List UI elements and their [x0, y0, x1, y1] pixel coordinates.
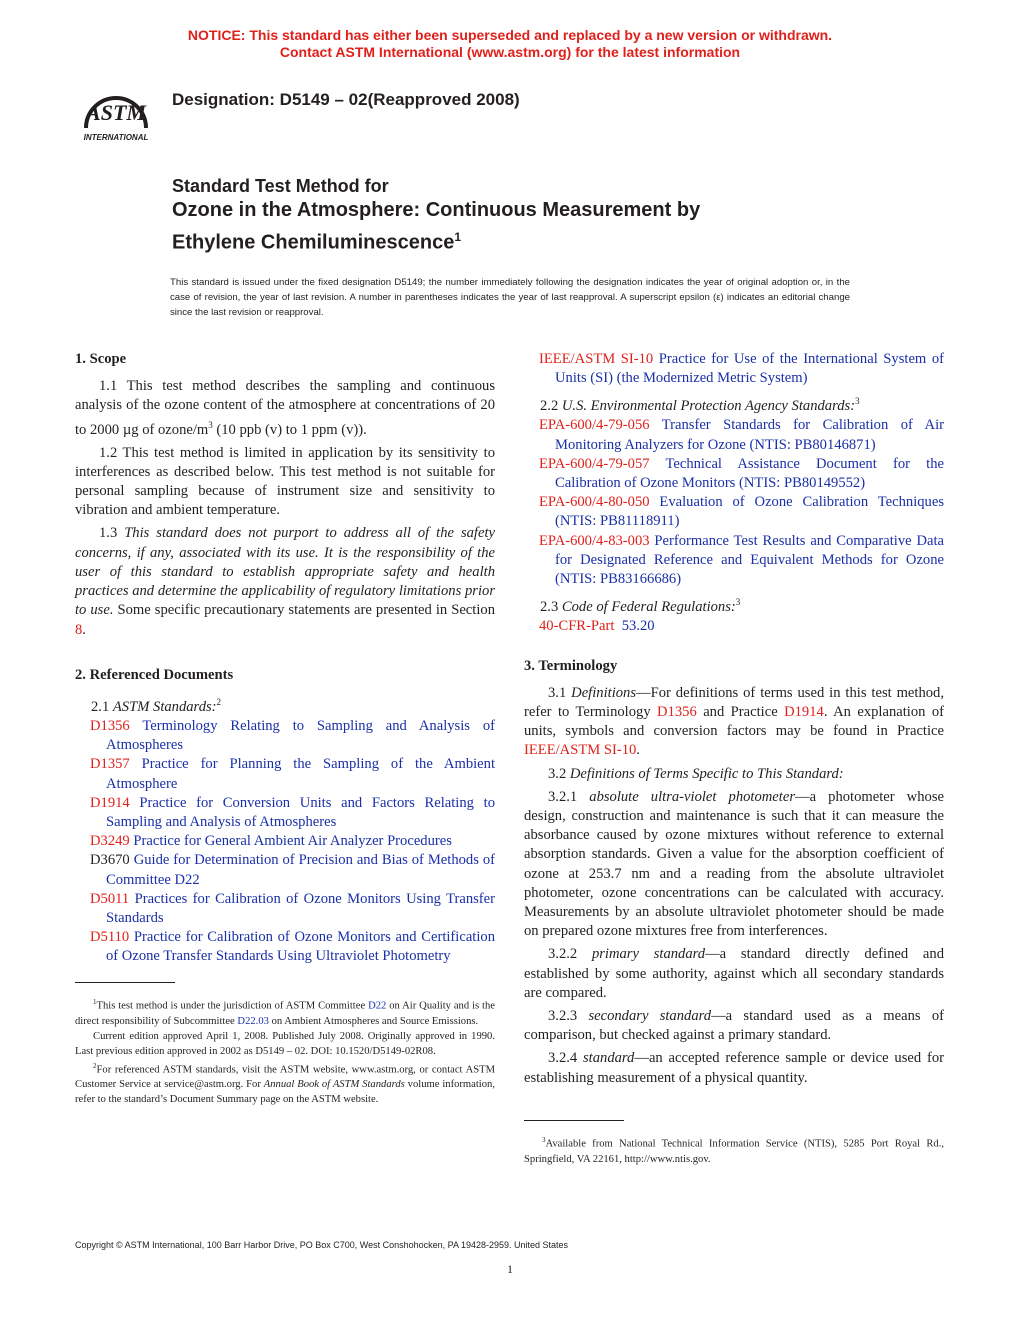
reference-title[interactable]: Practice for Use of the International System of Units (SI) (the Modernized Metric System) — [555, 351, 944, 387]
d1914-link[interactable]: D1914 — [784, 703, 824, 720]
reference-item[interactable] — [524, 532, 944, 590]
reference-title[interactable]: Practices for Calibration of Ozone Monitors Using Transfer Standards — [106, 890, 495, 926]
footnotes-right — [524, 1120, 944, 1167]
reference-item[interactable] — [75, 928, 495, 966]
logo-text: ASTM — [86, 100, 146, 125]
footnote-3-text: Available from National Technical Information Service (NTIS), 5285 Port Royal Rd., Springfield, VA 22161, http://www.ntis.gov. — [524, 1138, 944, 1165]
t322-definition: —a standard directly defined and established by some authority, against which all secondary standards are compared. — [524, 946, 944, 1001]
astm-logo-icon — [74, 70, 158, 144]
copyright-footer: Copyright © ASTM International, 100 Barr Harbor Drive, PO Box C700, West Conshohocken, PA 19428-2959. United States — [75, 1240, 569, 1250]
footnote-3-mark: 3 — [542, 1136, 546, 1144]
committee-d22-link[interactable]: D22 — [368, 1000, 387, 1012]
document-title — [172, 175, 872, 257]
reference-title[interactable]: Technical Assistance Document for the Calibration of Ozone Monitors (NTIS: PB80149552) — [555, 455, 944, 492]
cfr-label-sup: 3 — [735, 597, 741, 608]
t31-text-c: . An explanation of units, symbols and conversion factors may be found in Practice — [524, 703, 944, 740]
footnote-2 — [75, 1059, 495, 1108]
scope-1-3-rest: Some specific precautionary statements are presented in Section — [113, 602, 495, 619]
t323-num: 3.2.3 — [548, 1008, 589, 1025]
scope-1-3 — [75, 524, 495, 639]
footnote-3 — [524, 1133, 944, 1167]
reference-code[interactable]: EPA-600/4-79-057 — [539, 455, 650, 472]
footnote-2-text-b: volume information, refer to the standard’s Document Summary page on the ASTM website. — [75, 1079, 495, 1106]
reference-code[interactable]: D5110 — [90, 929, 130, 946]
terminology-heading: 3. Terminology — [524, 657, 618, 674]
astm-logo — [74, 70, 158, 144]
reference-title[interactable]: Practice for Planning the Sampling of the Ambient Atmosphere — [106, 756, 495, 792]
astm-standards-label — [75, 693, 495, 717]
scope-1-1-sup: 3 — [208, 419, 213, 430]
reference-code[interactable]: D1357 — [90, 756, 130, 773]
title-line-2: Ozone in the Atmosphere: Continuous Measurement by — [172, 199, 701, 221]
t31-num: 3.1 — [548, 684, 572, 701]
t321-definition: —a photometer whose design, construction and maintenance is such that it can measure the absorbance caused by ozone mixtures without reference to external absorption standards. Given a value for the absorption coefficient of ozone at 253.7 nm and a reading from the absolute ultraviolet photometer, ozone concentrations can be calculated with accuracy. Measurements by an absolute ultraviolet photometer should be made on prepared ozone mixtures free from interferences. — [524, 788, 944, 940]
t31-text-d: . — [636, 742, 640, 759]
scope-1-1 — [75, 377, 495, 439]
cfr-label — [524, 593, 944, 617]
reference-title[interactable]: Terminology Relating to Sampling and Analysis of Atmospheres — [106, 717, 495, 754]
t322-num: 3.2.2 — [548, 946, 592, 963]
t322-term: primary standard — [591, 946, 706, 963]
cfr-label-num: 2.3 — [540, 599, 562, 616]
footnote-1-edition: Current edition approved April 1, 2008. Published July 2008. Originally approved in 1990. Last previous edition approved in 2002 as D5149 – 02. DOI: 10.1520/D5149-02R08. — [75, 1030, 495, 1057]
intro-paragraph: This standard is issued under the fixed designation D5149; the number immediately following the designation indicates the year of original adoption or, in the case of revision, the year of last revision. A number in parentheses indicates the year of last reapproval. A superscript epsilon (ε) indicates an editorial change since the last revision or reapproval. — [170, 277, 850, 318]
reference-code[interactable]: D3249 — [90, 833, 130, 850]
title-line-3-text: Ethylene Chemiluminescence — [172, 231, 455, 254]
notice-line-1: NOTICE: This standard has either been superseded and replaced by a new version or withdrawn. — [187, 27, 833, 43]
footnote-1-mark: 1 — [93, 998, 97, 1006]
reference-title[interactable]: Transfer Standards for Calibration of Air Monitoring Analyzers for Ozone (NTIS: PB80146871) — [555, 417, 944, 453]
astm-label-num: 2.1 — [91, 698, 113, 715]
t324-num: 3.2.4 — [548, 1050, 583, 1067]
t32-italic: Definitions of Terms Specific to This Standard: — [569, 765, 844, 782]
footnote-2-mark: 2 — [93, 1061, 97, 1070]
reference-code[interactable]: EPA-600/4-83-003 — [539, 532, 650, 549]
t321-num: 3.2.1 — [548, 788, 590, 805]
reference-code[interactable]: 40-CFR-Part — [539, 618, 615, 635]
cfr-label-text: Code of Federal Regulations: — [561, 599, 736, 616]
t323-definition: —a standard used as a means of comparison, but checked against a primary standard. — [524, 1008, 944, 1044]
scope-1-1-text: 1.1 This test method describes the sampling and continuous analysis of the ozone content of the atmosphere at concentrations of 20 to 2000 µg of ozone/m — [75, 378, 495, 438]
epa-label-text: U.S. Environmental Protection Agency Standards: — [561, 398, 856, 415]
reference-code[interactable]: D5011 — [90, 890, 130, 907]
epa-reference-list — [524, 416, 944, 589]
notice-line-2: Contact ASTM International (www.astm.org) for the latest information — [279, 44, 741, 60]
page-number: 1 — [507, 1262, 513, 1276]
reference-code[interactable]: EPA-600/4-79-056 — [539, 417, 650, 434]
terminology-3-2-4 — [524, 1049, 944, 1087]
t32-num: 3.2 — [548, 765, 570, 782]
terminology-3-2 — [524, 765, 944, 784]
footnote-1-text-c: on Ambient Atmospheres and Source Emissions. — [268, 1015, 479, 1027]
spacer — [75, 644, 495, 666]
footnote-1-text: This test method is under the jurisdiction of ASTM Committee — [96, 1000, 369, 1012]
logo-subtext: INTERNATIONAL — [83, 133, 149, 142]
terminology-3-2-1 — [524, 788, 944, 942]
reference-item[interactable] — [524, 493, 944, 531]
supersede-notice — [0, 27, 1020, 61]
designation: Designation: D5149 – 02(Reapproved 2008) — [172, 90, 520, 109]
footnote-1-text-b: on Air Quality and is the direct responsibility of Subcommittee — [75, 1000, 495, 1027]
scope-1-1-text-end: (10 ppb (v) to 1 ppm (v)). — [212, 421, 367, 438]
epa-label-sup: 3 — [855, 396, 860, 407]
astm-reference-list — [75, 717, 495, 967]
footnote-1 — [75, 995, 495, 1029]
spacer — [524, 637, 944, 657]
scope-heading: 1. Scope — [75, 351, 127, 367]
terminology-3-2-3 — [524, 1007, 944, 1045]
terminology-3-1 — [524, 684, 944, 761]
title-footnote-mark[interactable]: 1 — [454, 230, 462, 244]
epa-label-num: 2.2 — [540, 398, 562, 415]
t323-term: secondary standard — [588, 1008, 712, 1025]
reference-title[interactable]: Practice for General Ambient Air Analyzer Procedures — [133, 833, 452, 850]
scope-1-3-num: 1.3 — [99, 525, 125, 542]
reference-title[interactable]: Practice for Conversion Units and Factors Relating to Sampling and Analysis of Atmospheres — [106, 794, 495, 830]
reference-item[interactable] — [524, 416, 944, 454]
scope-1-3-italic: This standard does not purport to address all of the safety concerns, if any, associated with its use. It is the responsibility of the user of this standard to establish appropriate safety and health practices and determine the applicability of regulatory limitations prior to use. — [75, 525, 495, 619]
t31-italic: Definitions — [571, 684, 637, 701]
t31-text-b: and Practice — [696, 703, 785, 720]
reference-item[interactable] — [75, 717, 495, 755]
reference-item[interactable] — [75, 832, 495, 851]
t321-term: absolute ultra-violet photometer — [589, 788, 795, 805]
title-line-3 — [172, 224, 872, 257]
cfr-reference[interactable] — [524, 617, 944, 636]
scope-1-3-end: . — [82, 621, 86, 638]
astm-label-text: ASTM Standards: — [112, 698, 217, 715]
footnote-2-italic: Annual Book of ASTM Standards — [263, 1079, 405, 1091]
refdocs-heading: 2. Referenced Documents — [75, 666, 234, 683]
ieee-si10-link[interactable]: IEEE/ASTM SI-10 — [524, 742, 637, 759]
astm-label-sup: 2 — [216, 696, 222, 707]
d1356-link[interactable]: D1356 — [657, 703, 697, 720]
reference-item[interactable] — [75, 890, 495, 928]
reference-title[interactable]: Practice for Calibration of Ozone Monitors and Certification of Ozone Transfer Standards Using Ultraviolet Photometry — [106, 929, 495, 965]
left-column — [75, 350, 496, 1106]
reference-item[interactable] — [524, 455, 944, 493]
footnotes-left — [75, 982, 495, 1107]
reference-title[interactable]: 53.20 — [621, 618, 655, 635]
terminology-3-2-2 — [524, 945, 944, 1003]
reference-item[interactable] — [75, 755, 495, 793]
reference-code[interactable]: D1356 — [90, 717, 130, 734]
right-column — [524, 350, 945, 1165]
reference-item[interactable] — [75, 794, 495, 832]
reference-title[interactable]: Performance Test Results and Comparative Data for Designated Reference and Equivalent Methods for Ozone (NTIS: PB83166686) — [555, 532, 945, 588]
reference-code[interactable]: IEEE/ASTM SI-10 — [539, 351, 654, 367]
epa-standards-label — [524, 392, 944, 416]
reference-code[interactable]: D1914 — [90, 794, 130, 811]
t324-term: standard — [583, 1050, 635, 1067]
footnote-2-text: For referenced ASTM standards, visit the ASTM website, www.astm.org, or contact ASTM Customer Service at service@astm.org. For — [75, 1064, 495, 1091]
ieee-reference[interactable] — [524, 350, 944, 388]
section-8-link[interactable]: 8 — [75, 621, 83, 638]
t31-text-a: —For definitions of terms used in this test method, refer to Terminology — [524, 684, 945, 720]
reference-item[interactable] — [75, 851, 495, 889]
scope-1-2: 1.2 This test method is limited in application by its sensitivity to interferences as described below. This test method is not suitable for personal sampling because of instrument size and sensitivity to vibration and ambient temperature. — [75, 444, 495, 519]
t324-definition: —an accepted reference sample or device used for establishing measurement of a physical quantity. — [524, 1050, 944, 1086]
subcommittee-d22-03-link[interactable]: D22.03 — [237, 1015, 269, 1027]
reference-code: D3670 — [90, 852, 130, 869]
reference-code[interactable]: EPA-600/4-80-050 — [539, 494, 650, 511]
reference-title[interactable]: Evaluation of Ozone Calibration Techniques (NTIS: PB81118911) — [555, 494, 944, 530]
reference-title[interactable]: Guide for Determination of Precision and Bias of Methods of Committee D22 — [106, 852, 496, 888]
title-line-1: Standard Test Method for — [172, 176, 389, 196]
